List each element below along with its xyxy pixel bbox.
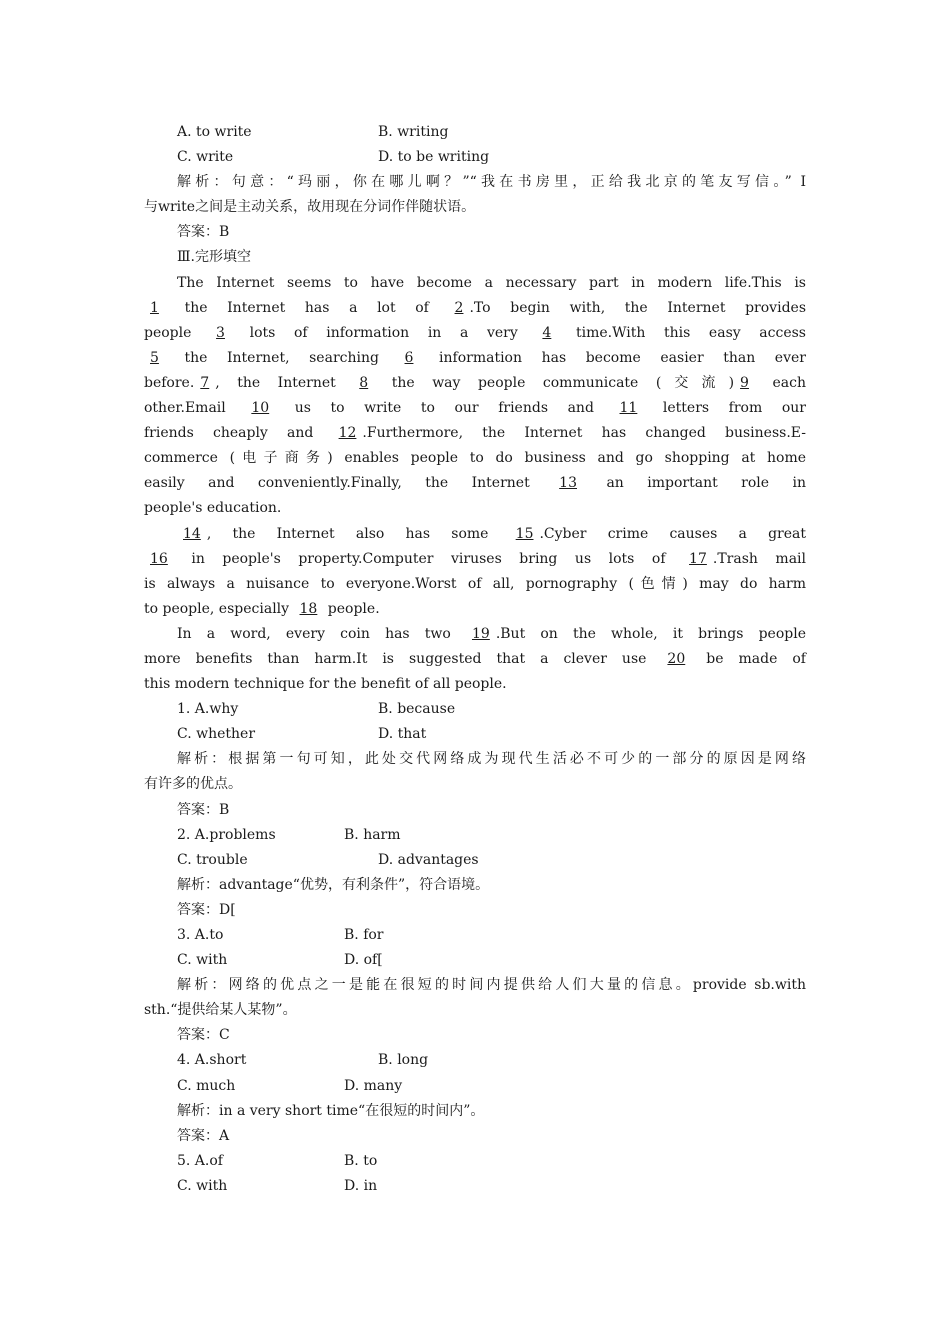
passage-text: the Internet, searching [164, 349, 399, 366]
blank: 11 [619, 400, 638, 417]
passage-text: more benefits than harm.It is suggested that a clever use [144, 650, 662, 667]
passage-line: people's education. [144, 500, 282, 517]
option-d: D. advantages [378, 851, 479, 868]
document-content [144, 120, 806, 1199]
option-row [144, 1174, 806, 1199]
option-row [144, 1074, 806, 1099]
option-b: B. because [378, 701, 456, 718]
blank: 9 [740, 374, 749, 391]
analysis-text: 解析：advantage“优势，有利条件”，符合语境。 [177, 876, 490, 893]
option-row [144, 145, 806, 170]
passage-text: , the Internet [215, 374, 354, 391]
option-c: C. trouble [177, 851, 248, 868]
passage-text: lots of information in a very [230, 324, 537, 341]
passage-text: .To begin with, the Internet provides [469, 299, 807, 316]
passage-text: us to write to our friends and [275, 400, 614, 417]
passage-line [144, 346, 806, 371]
option-row [144, 923, 806, 948]
blank: 6 [404, 349, 414, 366]
option-b: B. writing [378, 124, 449, 140]
answer-text: 答案：B [177, 801, 230, 818]
blank: 19 [471, 625, 490, 642]
option-b: B. long [378, 1052, 429, 1069]
option-c: C. with [177, 952, 228, 969]
option-d: D. to be writing [378, 149, 490, 166]
passage-text: be made of [691, 650, 806, 667]
passage-text: the way people communicate (交流) [374, 374, 735, 391]
passage-line: this modern technique for the benefit of all people. [144, 676, 507, 693]
blank: 16 [150, 550, 168, 567]
passage-line [144, 296, 806, 321]
option-d: D. that [378, 726, 427, 743]
option-c: C. much [177, 1077, 236, 1094]
passage-text: friends cheaply and [144, 425, 333, 442]
blank: 13 [559, 475, 577, 492]
passage-line [144, 421, 806, 446]
blank: 12 [338, 425, 357, 442]
analysis-text: 解析：in a very short time“在很短的时间内”。 [177, 1102, 485, 1119]
blank: 14 [183, 525, 201, 542]
analysis-text: 解析：网络的优点之一是能在很短的时间内提供给人们大量的信息。provide sb.with [177, 977, 806, 994]
passage-text: people [144, 324, 211, 341]
passage-text: to people, especially [144, 600, 294, 617]
option-a: 2. A.problems [177, 826, 276, 843]
answer-text: 答案：B [177, 224, 230, 241]
option-a: 4. A.short [177, 1052, 247, 1069]
passage-line [144, 371, 806, 396]
analysis-text: 解析：句意：“玛丽，你在哪儿啊？”“我在书房里，正给我北京的笔友写信。” I [177, 174, 806, 191]
option-b: B. to [344, 1152, 378, 1169]
passage-line [144, 471, 806, 496]
answer-text: 答案：C [177, 1027, 230, 1044]
blank: 17 [689, 550, 707, 567]
passage-text: .Furthermore, the Internet has changed business.E- [362, 425, 806, 442]
passage-text: .Trash mail [712, 550, 807, 567]
option-a: 3. A.to [177, 927, 224, 943]
passage-line [144, 321, 806, 346]
option-b: B. harm [344, 826, 401, 843]
passage-text: an important role in [583, 475, 807, 492]
passage-text: in people's property.Computer viruses bring us lots of [173, 550, 684, 567]
passage-line: The Internet seems to have become a necessary part in modern life.This is [177, 274, 806, 291]
blank: 7 [200, 374, 210, 391]
answer-text: 答案：D[ [177, 901, 236, 918]
section-title: Ⅲ.完形填空 [177, 249, 251, 266]
passage-text: letters from our [643, 400, 806, 417]
passage-text: information has become easier than ever [419, 349, 806, 366]
passage-line [144, 597, 806, 622]
option-row [144, 120, 806, 145]
option-row [144, 1149, 806, 1174]
blank: 5 [150, 349, 159, 366]
answer-text: 答案：A [177, 1127, 230, 1144]
passage-line: commerce (电子商务) enables people to do business and go shopping at home [144, 450, 806, 467]
passage-text: time.With this easy access [557, 324, 806, 341]
option-d: D. of[ [344, 952, 383, 969]
passage-text: other.Email [144, 400, 246, 417]
blank: 3 [216, 324, 225, 341]
option-c: C. with [177, 1177, 228, 1194]
blank: 8 [359, 374, 369, 391]
passage-text: .But on the whole, it brings people [495, 625, 806, 642]
option-a: A. to write [177, 124, 252, 140]
option-d: D. many [344, 1077, 403, 1094]
passage-text: easily and conveniently.Finally, the Internet [144, 475, 554, 492]
passage-line [144, 647, 806, 672]
analysis-text: 与write之间是主动关系，故用现在分词作伴随状语。 [144, 199, 476, 216]
passage-text: each [754, 374, 806, 391]
option-row [144, 697, 806, 722]
analysis-text: 解析：根据第一句可知，此处交代网络成为现代生活必不可少的一部分的原因是网络 [177, 751, 806, 768]
option-b: B. for [344, 927, 384, 943]
blank: 18 [299, 600, 318, 617]
passage-text: the Internet has a lot of [164, 299, 449, 316]
blank: 1 [150, 299, 159, 316]
option-d: D. in [344, 1177, 378, 1194]
passage-text: In a word, every coin has two [177, 625, 466, 642]
option-row [144, 1048, 806, 1073]
option-row [144, 722, 806, 747]
blank: 15 [515, 525, 534, 542]
passage-text: .Cyber crime causes a great [539, 525, 806, 542]
blank: 4 [542, 324, 552, 341]
blank: 2 [454, 299, 464, 316]
passage-text: people. [323, 600, 380, 617]
analysis-text: sth.“提供给某人某物”。 [144, 1002, 297, 1019]
option-c: C. whether [177, 726, 256, 743]
option-a: 1. A.why [177, 701, 239, 718]
blank: 10 [251, 400, 270, 417]
passage-line [144, 522, 806, 547]
option-row [144, 823, 806, 848]
analysis-text: 有许多的优点。 [144, 776, 242, 793]
option-row [144, 948, 806, 973]
blank: 20 [667, 650, 686, 667]
option-c: C. write [177, 149, 234, 166]
passage-line: is always a nuisance to everyone.Worst of all, pornography (色情) may do harm [144, 575, 806, 592]
passage-line [144, 622, 806, 647]
option-row [144, 848, 806, 873]
passage-text: before. [144, 374, 195, 391]
passage-line [144, 396, 806, 421]
passage-text: , the Internet also has some [206, 525, 510, 542]
passage-line [144, 547, 806, 572]
option-a: 5. A.of [177, 1152, 223, 1169]
